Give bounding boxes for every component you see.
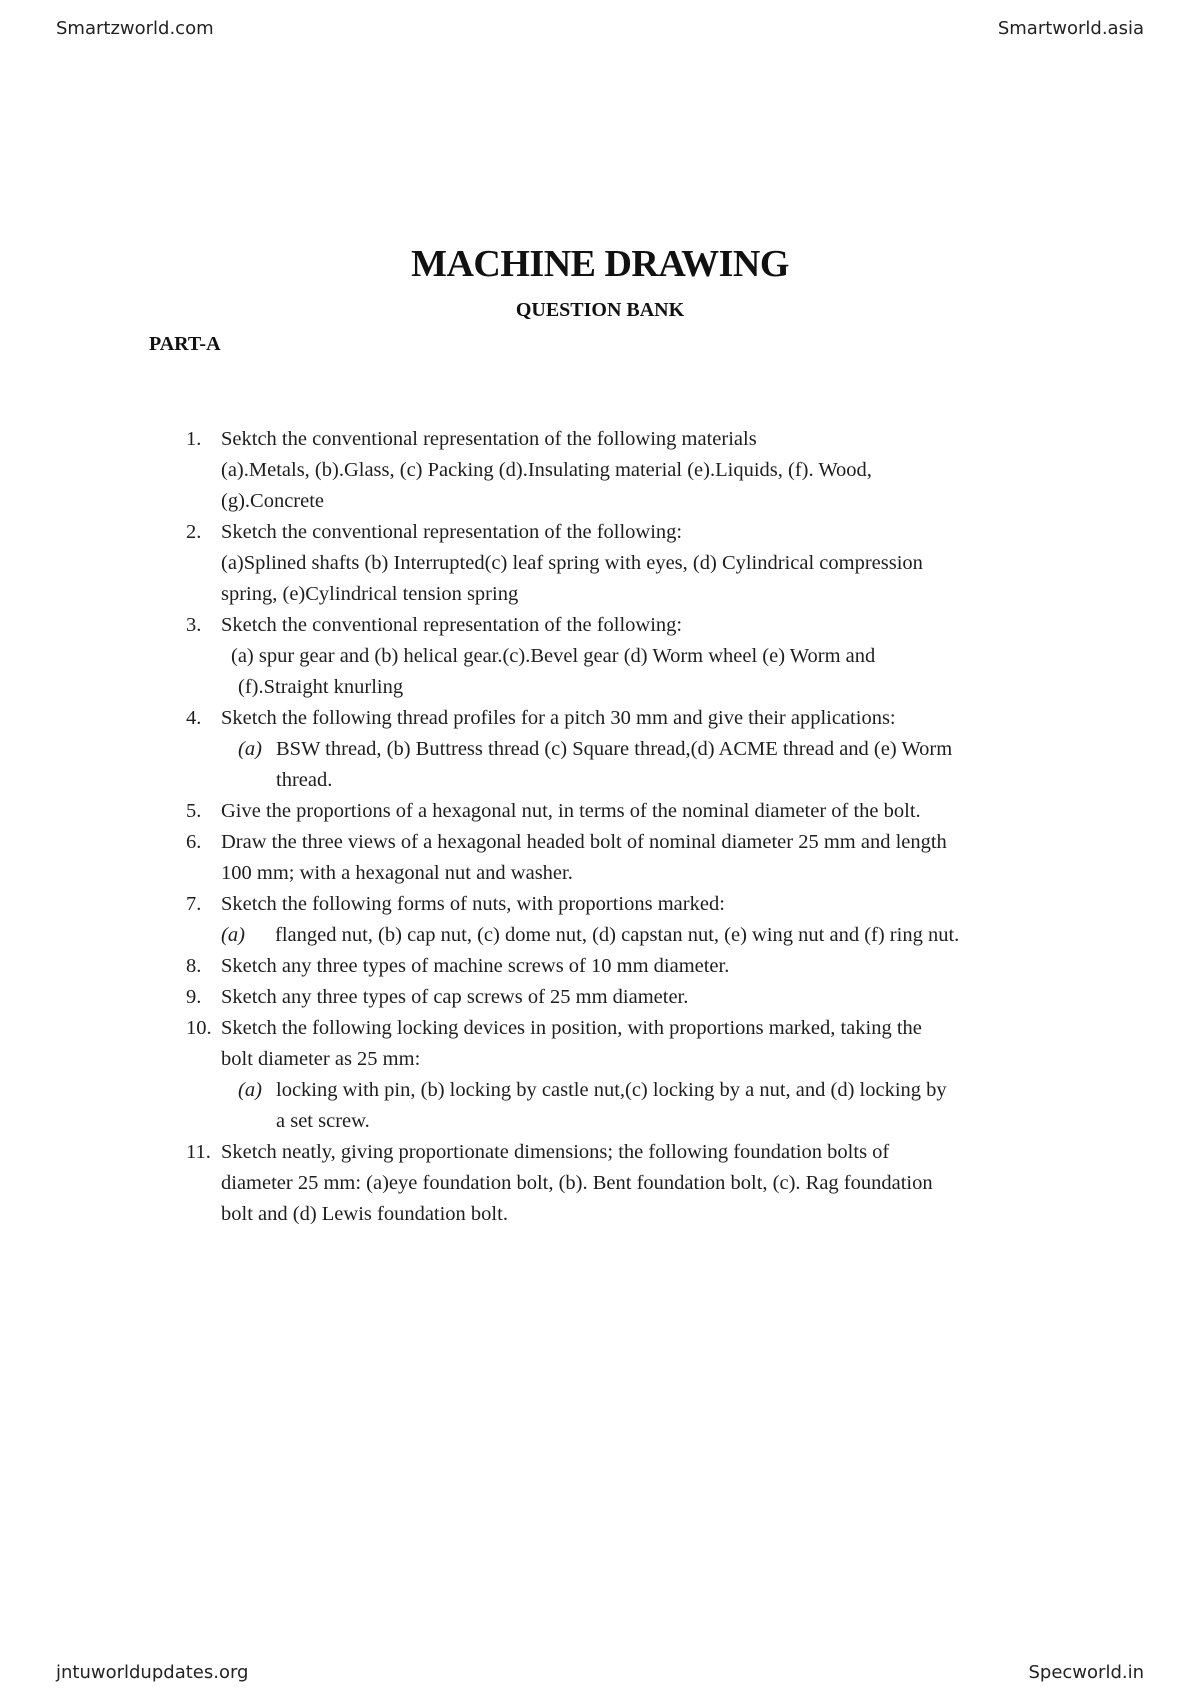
question-list <box>186 424 1076 1230</box>
question-item <box>186 517 1076 610</box>
question-line: Sketch neatly, giving proportionate dimensions; the following foundation bolts of <box>221 1141 890 1163</box>
question-line: bolt diameter as 25 mm: <box>221 1048 421 1070</box>
question-text <box>221 982 1076 1013</box>
question-line: (a) spur gear and (b) helical gear.(c).Bevel gear (d) Worm wheel (e) Worm and <box>231 645 876 667</box>
question-line: Sektch the conventional representation of the following materials <box>221 428 757 450</box>
watermark-bottom-left: jntuworldupdates.org <box>56 1662 249 1683</box>
question-line: Give the proportions of a hexagonal nut, in terms of the nominal diameter of the bolt. <box>221 800 921 822</box>
sub-item-text <box>276 734 952 796</box>
question-line: (a)Splined shafts (b) Interrupted(c) leaf spring with eyes, (d) Cylindrical compression <box>221 552 923 574</box>
question-text <box>221 517 1076 610</box>
question-line: locking with pin, (b) locking by castle nut,(c) locking by a nut, and (d) locking by <box>276 1079 947 1101</box>
question-text <box>221 1137 1076 1230</box>
question-line: Sketch the conventional representation of the following: <box>221 521 683 543</box>
watermark-bottom-right: Specworld.in <box>1028 1662 1144 1683</box>
question-line: Sketch any three types of cap screws of 25 mm diameter. <box>221 986 689 1008</box>
question-item <box>186 827 1076 889</box>
question-number: 3. <box>186 614 202 636</box>
question-line: 100 mm; with a hexagonal nut and washer. <box>221 862 573 884</box>
question-number: 7. <box>186 893 202 915</box>
question-text <box>221 796 1076 827</box>
question-item <box>186 424 1076 517</box>
page-subtitle: QUESTION BANK <box>515 299 685 321</box>
question-text <box>221 889 1076 951</box>
sub-item-label: (a) <box>238 1079 262 1101</box>
sub-item-text <box>275 920 959 951</box>
question-number: 4. <box>186 707 202 729</box>
question-text <box>221 424 1076 517</box>
question-line: Sketch the following forms of nuts, with proportions marked: <box>221 893 725 915</box>
sub-item <box>221 920 1076 951</box>
question-item <box>186 796 1076 827</box>
question-number: 1. <box>186 428 202 450</box>
sub-item <box>221 734 1076 796</box>
question-item <box>186 1137 1076 1230</box>
question-number: 6. <box>186 831 202 853</box>
question-line: Sketch the following thread profiles for a pitch 30 mm and give their applications: <box>221 707 896 729</box>
question-line: Sketch the following locking devices in position, with proportions marked, taking the <box>221 1017 922 1039</box>
question-number: 5. <box>186 800 202 822</box>
question-text <box>221 610 1076 703</box>
question-line: a set screw. <box>276 1110 370 1132</box>
sub-item-label: (a) <box>238 738 262 760</box>
sub-item-label: (a) <box>221 924 245 946</box>
question-line: Sketch the conventional representation of the following: <box>221 614 683 636</box>
question-line: thread. <box>276 769 333 791</box>
question-number: 8. <box>186 955 202 977</box>
watermark-top-left: Smartzworld.com <box>56 18 214 39</box>
question-line: bolt and (d) Lewis foundation bolt. <box>221 1203 508 1225</box>
question-item <box>186 982 1076 1013</box>
question-number: 2. <box>186 521 202 543</box>
question-item <box>186 951 1076 982</box>
question-text <box>221 1013 1076 1137</box>
question-line: (f).Straight knurling <box>238 676 404 698</box>
sub-item <box>221 1075 1076 1137</box>
page-title: MACHINE DRAWING <box>411 243 789 285</box>
question-item <box>186 889 1076 951</box>
question-number: 10. <box>186 1017 212 1039</box>
question-item <box>186 1013 1076 1137</box>
question-line: spring, (e)Cylindrical tension spring <box>221 583 519 605</box>
question-number: 11. <box>186 1141 211 1163</box>
question-text <box>221 951 1076 982</box>
question-number: 9. <box>186 986 202 1008</box>
question-line: flanged nut, (b) cap nut, (c) dome nut, (d) capstan nut, (e) wing nut and (f) ring nut. <box>275 924 960 946</box>
question-line: Sketch any three types of machine screws of 10 mm diameter. <box>221 955 730 977</box>
section-heading: PART-A <box>149 333 221 355</box>
sub-item-text <box>276 1075 947 1137</box>
question-text <box>221 703 1076 796</box>
question-line: diameter 25 mm: (a)eye foundation bolt, (b). Bent foundation bolt, (c). Rag foundation <box>221 1172 933 1194</box>
question-line: (g).Concrete <box>221 490 325 512</box>
question-line: Draw the three views of a hexagonal headed bolt of nominal diameter 25 mm and length <box>221 831 947 853</box>
question-line: BSW thread, (b) Buttress thread (c) Square thread,(d) ACME thread and (e) Worm <box>276 738 953 760</box>
question-line: (a).Metals, (b).Glass, (c) Packing (d).Insulating material (e).Liquids, (f). Wood, <box>221 459 872 481</box>
question-item <box>186 610 1076 703</box>
watermark-top-right: Smartworld.asia <box>997 18 1144 39</box>
question-item <box>186 703 1076 796</box>
question-text <box>221 827 1076 889</box>
